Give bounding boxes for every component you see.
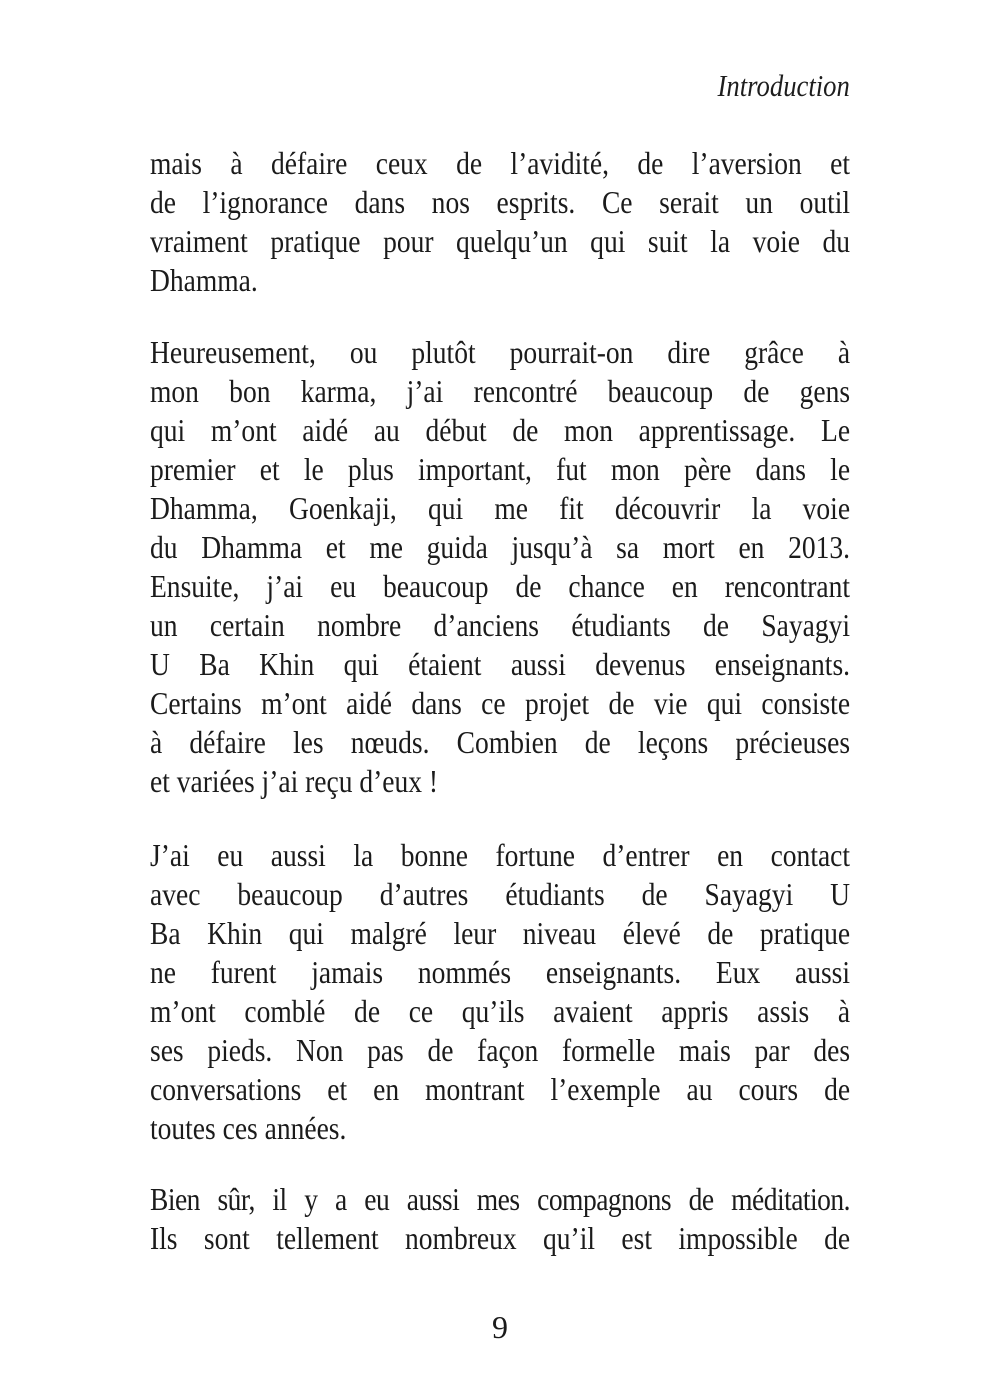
text-line: Dhamma, Goenkaji, qui me fit découvrir la voie: [150, 490, 851, 526]
text-line: U Ba Khin qui étaient aussi devenus enseignants.: [150, 646, 851, 682]
text-line: Ils sont tellement nombreux qu’il est impossible de: [150, 1220, 851, 1256]
text-line: de l’ignorance dans nos esprits. Ce serait un outil: [150, 184, 851, 220]
text-line: mais à défaire ceux de l’avidité, de l’aversion et: [150, 145, 851, 181]
text-line: conversations et en montrant l’exemple au cours de: [150, 1071, 851, 1107]
text-line: à défaire les nœuds. Combien de leçons précieuses: [150, 724, 851, 760]
text-line: Bien sûr, il y a eu aussi mes compagnons de méditation.: [150, 1181, 851, 1217]
text-line: mon bon karma, j’ai rencontré beaucoup de gens: [150, 373, 851, 409]
text-line: Heureusement, ou plutôt pourrait-on dire grâce à: [150, 334, 851, 370]
text-line: Dhamma.: [150, 262, 258, 298]
text-line: un certain nombre d’anciens étudiants de Sayagyi: [150, 607, 851, 643]
running-header-title: Introduction: [717, 68, 850, 103]
text-line: Certains m’ont aidé dans ce projet de vie qui consiste: [150, 685, 851, 721]
text-line: m’ont comblé de ce qu’ils avaient appris assis à: [150, 993, 851, 1029]
text-line: qui m’ont aidé au début de mon apprentissage. Le: [150, 412, 851, 448]
text-line: premier et le plus important, fut mon père dans le: [150, 451, 851, 487]
page-number: 9: [492, 1309, 508, 1345]
text-line: toutes ces années.: [150, 1110, 347, 1146]
text-line: du Dhamma et me guida jusqu’à sa mort en 2013.: [150, 529, 851, 565]
text-line: ne furent jamais nommés enseignants. Eux aussi: [150, 954, 851, 990]
text-line: J’ai eu aussi la bonne fortune d’entrer en contact: [150, 837, 851, 873]
text-line: vraiment pratique pour quelqu’un qui suit la voie du: [150, 223, 851, 259]
text-line: et variées j’ai reçu d’eux !: [150, 763, 439, 799]
text-line: avec beaucoup d’autres étudiants de Sayagyi U: [150, 876, 851, 912]
text-line: Ensuite, j’ai eu beaucoup de chance en rencontrant: [150, 568, 851, 604]
text-line: Ba Khin qui malgré leur niveau élevé de pratique: [150, 915, 851, 951]
text-line: ses pieds. Non pas de façon formelle mais par des: [150, 1032, 851, 1068]
